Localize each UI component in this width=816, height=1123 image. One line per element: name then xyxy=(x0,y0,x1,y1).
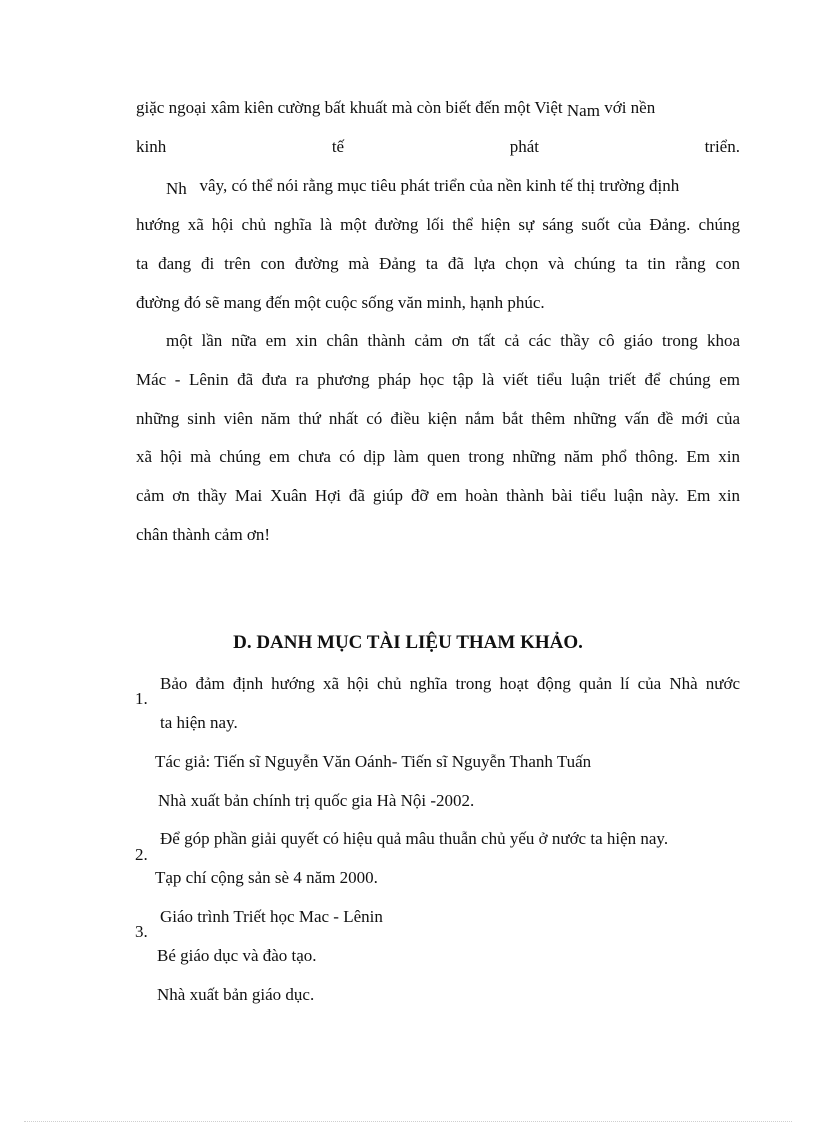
body-line: chân thành cảm ơn! xyxy=(136,525,271,544)
body-word: tế xyxy=(331,137,345,156)
reference-number: 3. xyxy=(135,922,148,941)
body-text: Nam xyxy=(566,101,600,120)
reference-source: Tạp chí cộng sản sè 4 năm 2000. xyxy=(155,868,378,887)
page-bottom-rule xyxy=(24,1121,792,1122)
body-word: kinh xyxy=(136,137,167,156)
body-line: cảm ơn thầy Mai Xuân Hợi đã giúp đỡ em hoàn thành bài tiểu luận này. Em xin xyxy=(136,486,740,505)
references-heading: D. DANH MỤC TÀI LIỆU THAM KHẢO. xyxy=(233,632,583,653)
reference-publisher: Nhà xuất bản chính trị quốc gia Hà Nội -2002. xyxy=(158,791,475,810)
reference-author: Tác giả: Tiến sĩ Nguyễn Văn Oánh- Tiến sĩ Nguyễn Thanh Tuấn xyxy=(155,752,592,771)
body-line: hướng xã hội chủ nghĩa là một đường lối thể hiện sự sáng suốt của Đảng. chúng xyxy=(136,215,740,234)
body-line: Mác - Lênin đã đưa ra phương pháp học tập là viết tiểu luận triết để chúng em xyxy=(136,370,740,389)
reference-title: ta hiện nay. xyxy=(160,713,238,732)
body-line: đường đó sẽ mang đến một cuộc sống văn minh, hạnh phúc. xyxy=(136,293,545,312)
reference-publisher: Bé giáo dục và đào tạo. xyxy=(157,946,317,965)
body-line xyxy=(136,97,740,119)
body-line: một lần nữa em xin chân thành cảm ơn tất cả các thầy cô giáo trong khoa xyxy=(166,331,740,350)
body-text: vây, có thể nói rằng mục tiêu phát triển của nền kinh tế thị trường định xyxy=(199,176,680,195)
reference-number: 2. xyxy=(135,845,148,864)
reference-title: Bảo đảm định hướng xã hội chủ nghĩa trong hoạt động quản lí của Nhà nước xyxy=(160,674,740,693)
body-text: giặc ngoại xâm kiên cường bất khuất mà còn biết đến một Việt xyxy=(136,98,563,117)
reference-title: Để góp phần giải quyết có hiệu quả mâu thuẫn chủ yếu ở nước ta hiện nay. xyxy=(160,829,669,848)
body-line xyxy=(166,175,740,197)
body-line xyxy=(136,136,740,158)
body-text: Nh xyxy=(166,179,187,198)
body-line: những sinh viên năm thứ nhất có điều kiện nắm bắt thêm những vấn đề mới của xyxy=(136,409,740,428)
body-word: phát xyxy=(509,137,539,156)
reference-title: Giáo trình Triết học Mac - Lênin xyxy=(160,907,383,926)
body-word: triển. xyxy=(704,137,740,156)
reference-number: 1. xyxy=(135,689,148,708)
body-text: với nền xyxy=(604,98,656,117)
body-line: ta đang đi trên con đường mà Đảng ta đã lựa chọn và chúng ta tin rằng con xyxy=(136,254,740,273)
reference-publisher: Nhà xuất bản giáo dục. xyxy=(157,985,315,1004)
body-line: xã hội mà chúng em chưa có dịp làm quen trong những năm phổ thông. Em xin xyxy=(136,447,740,466)
